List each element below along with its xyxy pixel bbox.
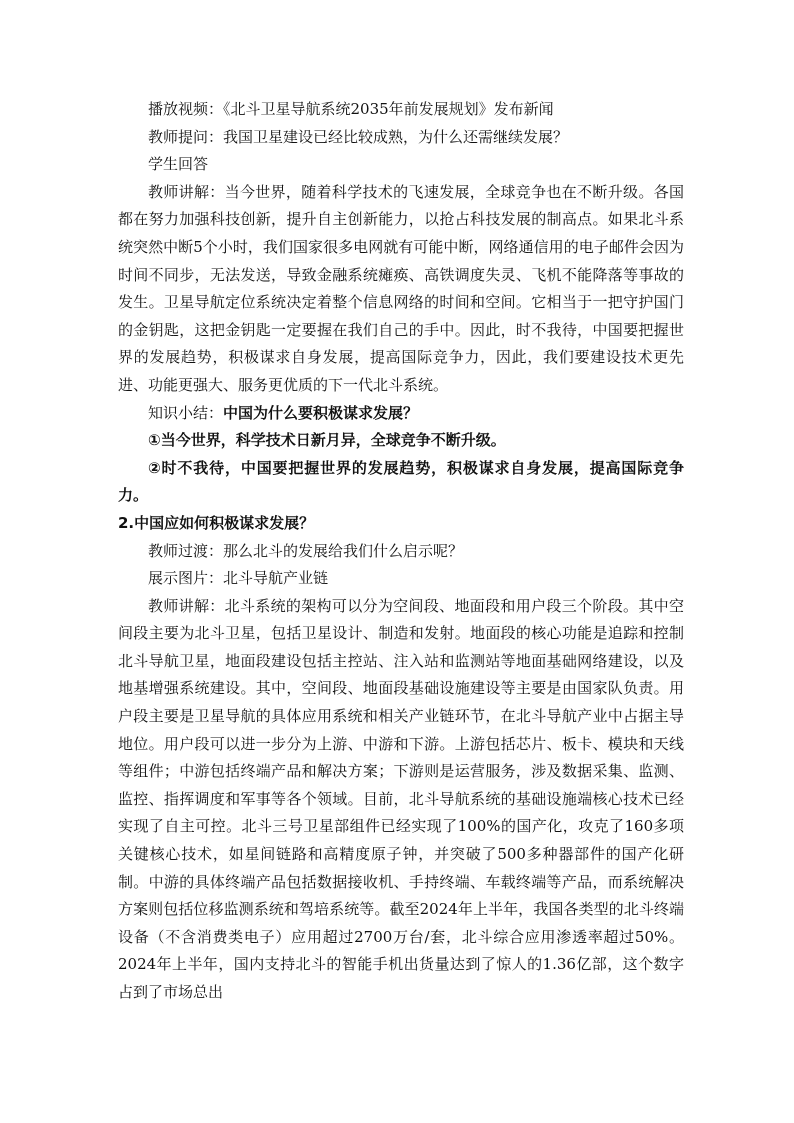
paragraph-student-answer: 学生回答 (148, 155, 209, 174)
summary-point-2: ②时不我待，中国要把握世界的发展趋势，积极谋求自身发展，提高国际竞争力。 (118, 458, 684, 505)
summary-label: 知识小结： (148, 403, 224, 422)
paragraph-show-image: 展示图片：北斗导航产业链 (148, 569, 329, 588)
paragraph-video: 播放视频：《北斗卫星导航系统2035年前发展规划》发布新闻 (148, 100, 554, 118)
paragraph-transition: 教师过渡：那么北斗的发展给我们什么启示呢？ (148, 541, 464, 560)
paragraph-teacher-explanation-2: 教师讲解：北斗系统的架构可以分为空间段、地面段和用户段三个阶段。其中空间段主要为北斗卫星，包括卫星设计、制造和发射。地面段的核心功能是追踪和控制北斗导航卫星，地面段建设包括主控站、注入站和监测站等地面基础网络建设，以及地基增强系统建设。其中，空间段、地面段基础设施建设等主要是由国家队负责。用户段主要是卫星导航的具体应用系统和相关产业链环节，在北斗导航产业中占据主导地位。用户段可以进一步分为上游、中游和下游。上游包括芯片、板卡、模块和天线等组件；中游包括终端产品和解决方案；下游则是运营服务，涉及数据采集、监测、监控、指挥调度和军事等各个领域。目前，北斗导航系统的基础设施端核心技术已经实现了自主可控。北斗三号卫星部组件已经实现了100%的国产化，攻克了160多项关键核心技术，如星间链路和高精度原子钟，并突破了500多种器部件的国产化研制。中游的具体终端产品包括数据接收机、手持终端、车载终端等产品，而系统解决方案则包括位移监测系统和驾培系统等。截至2024年上半年，我国各类型的北斗终端设备（不含消费类电子）应用超过2700万台/套，北斗综合应用渗透率超过50%。2024年上半年，国内支持北斗的智能手机出货量达到了惊人的1.36亿部，这个数字占到了市场总出 (118, 596, 684, 1001)
document-body (118, 96, 684, 1007)
summary-question: 中国为什么要积极谋求发展？ (223, 403, 419, 422)
paragraph-summary (118, 400, 684, 428)
paragraph-teacher-explanation: 教师讲解：当今世界，随着科学技术的飞速发展，全球竞争也在不断升级。各国都在努力加强科技创新，提升自主创新能力，以抢占科技发展的制高点。如果北斗系统突然中断5个小时，我们国家很多电网就有可能中断，网络通信用的电子邮件会因为时间不同步，无法发送，导致金融系统瘫痪、高铁调度失灵、飞机不能降落等事故的发生。卫星导航定位系统决定着整个信息网络的时间和空间。它相当于一把守护国门的金钥匙，这把金钥匙一定要握在我们自己的手中。因此，时不我待，中国要把握世界的发展趋势，积极谋求自身发展，提高国际竞争力，因此，我们要建设技术更先进、功能更强大、服务更优质的下一代北斗系统。 (118, 182, 684, 394)
summary-point-1: ①当今世界，科学技术日新月异，全球竞争不断升级。 (148, 431, 506, 450)
paragraph-teacher-question: 教师提问：我国卫星建设已经比较成熟，为什么还需继续发展？ (148, 127, 569, 146)
section-heading: 2.中国应如何积极谋求发展？ (118, 513, 315, 532)
